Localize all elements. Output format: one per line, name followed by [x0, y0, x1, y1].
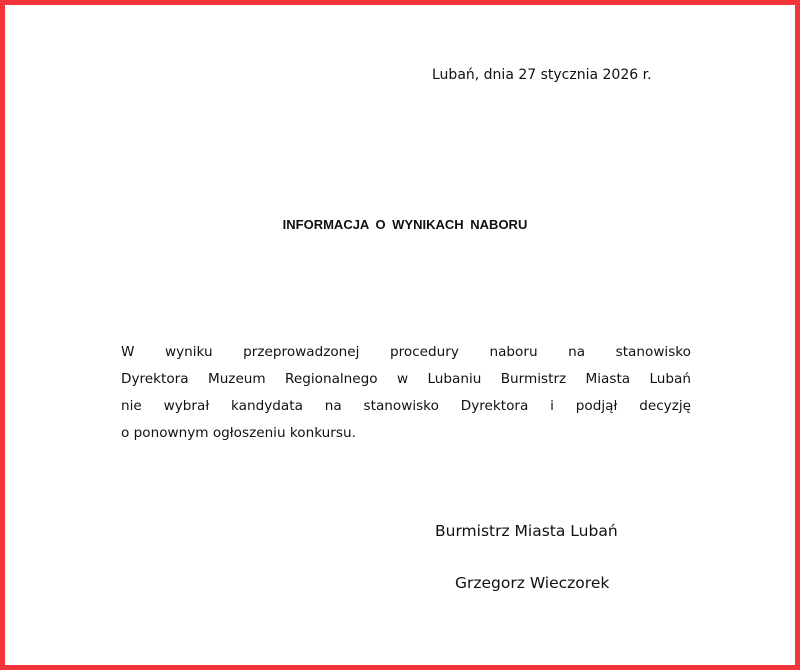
document-title	[5, 217, 800, 232]
document-body	[121, 339, 691, 447]
document-title-text: INFORMACJA O WYNIKACH NABORU	[282, 217, 528, 232]
body-line-2: Dyrektora Muzeum Regionalnego w Lubaniu Burmistrz Miasta Lubań	[121, 371, 691, 387]
body-line-4: o ponownym ogłoszeniu konkursu.	[121, 425, 356, 441]
body-line-3: nie wybrał kandydata na stanowisko Dyrektora i podjął decyzję	[121, 398, 691, 414]
body-line-1: W wyniku przeprowadzonej procedury naboru na stanowisko	[121, 344, 691, 360]
signature-title: Burmistrz Miasta Lubań	[435, 522, 618, 540]
date-line: Lubań, dnia 27 stycznia 2026 r.	[432, 67, 652, 83]
signature-name: Grzegorz Wieczorek	[455, 574, 610, 592]
